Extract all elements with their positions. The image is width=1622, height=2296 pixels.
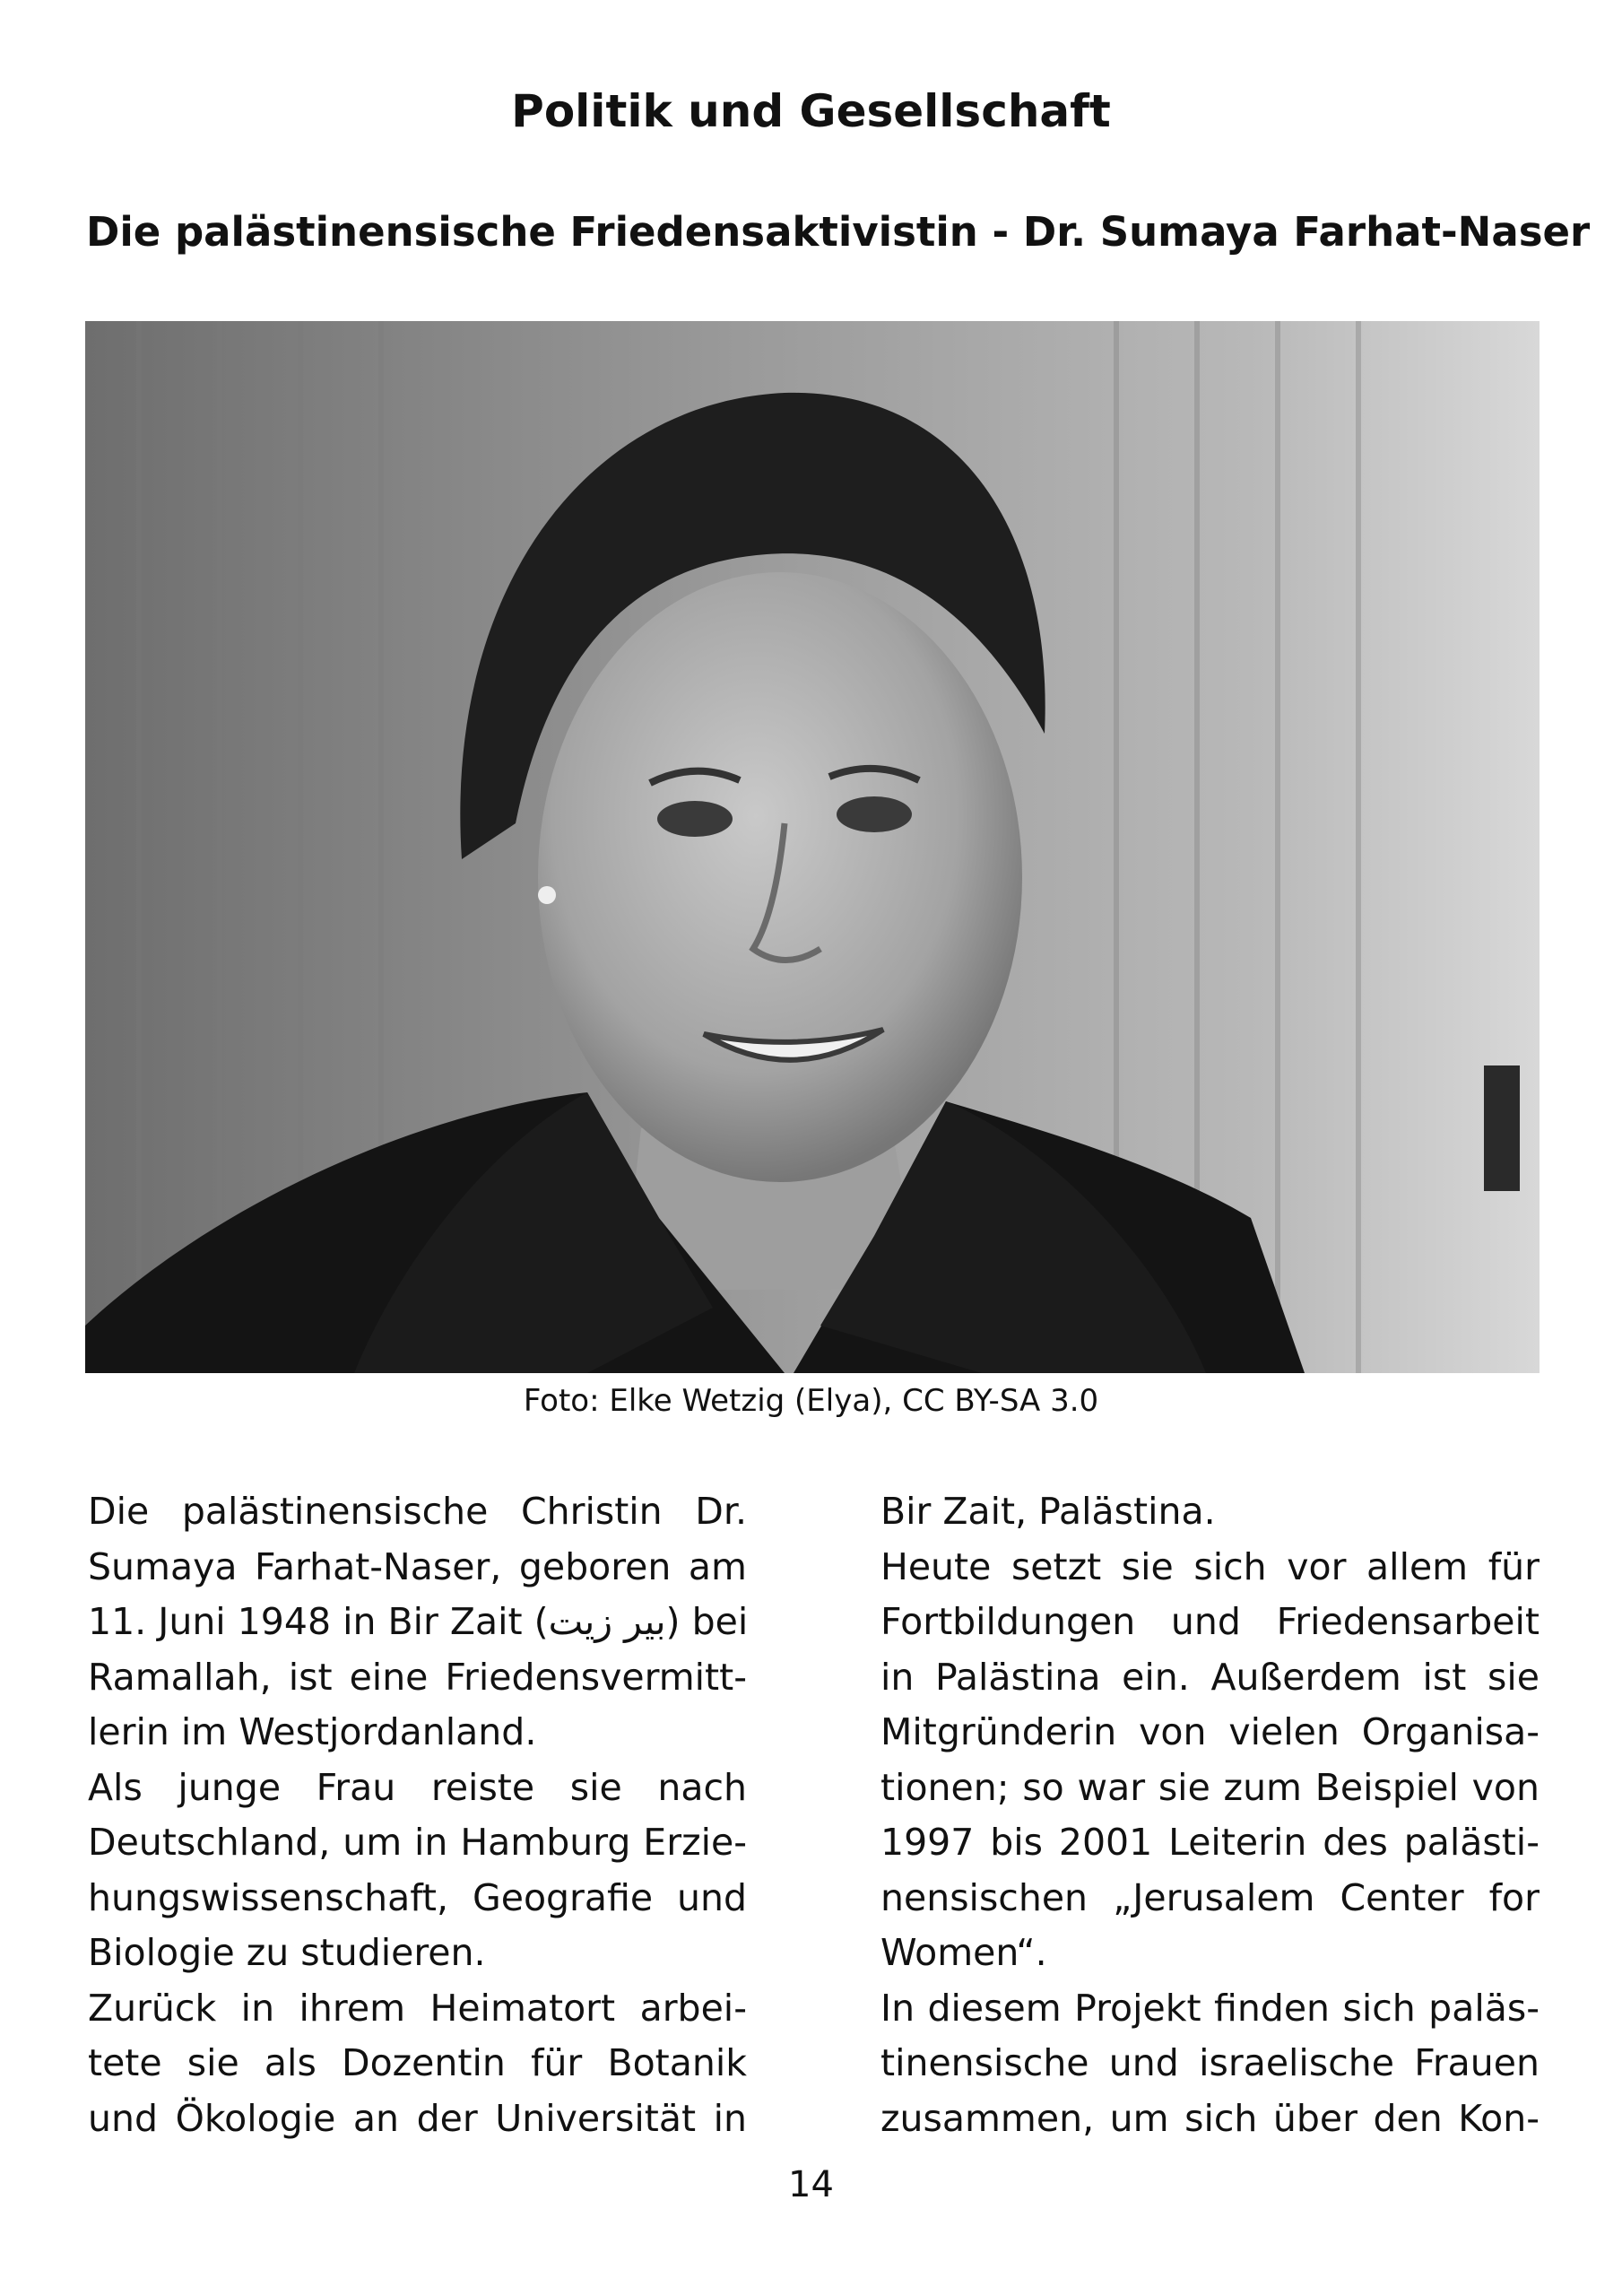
text-line: Die palästinensische Christin Dr. — [88, 1490, 747, 1533]
text-line: Women“. — [880, 1931, 1047, 1974]
section-title: Politik und Gesellschaft — [511, 85, 1111, 137]
text-line: in Palästina ein. Außerdem ist sie — [880, 1655, 1540, 1699]
text-line: Mitgründerin von vielen Organisa- — [880, 1710, 1540, 1753]
text-line: nensischen „Jerusalem Center for — [880, 1875, 1540, 1919]
text-line: hungswissenschaft, Geografie und — [88, 1875, 747, 1919]
portrait-photo — [85, 321, 1540, 1373]
article-body-left-column — [88, 1484, 747, 2146]
text-line: Ramallah, ist eine Friedensvermitt- — [88, 1655, 747, 1699]
text-line: 11. Juni 1948 in Bir Zait (بير زيت) bei — [88, 1600, 749, 1643]
photo-caption: Foto: Elke Wetzig (Elya), CC BY-SA 3.0 — [523, 1383, 1099, 1419]
text-line: tinensische und israelische Frauen — [880, 2041, 1540, 2084]
text-line: und Ökologie an der Universität in — [88, 2096, 747, 2140]
article-body-right-column — [880, 1484, 1540, 2146]
article-title: Die palästinensische Friedensaktivistin - Dr. Sumaya Farhat-Naser — [86, 208, 1591, 256]
text-line: lerin im Westjordanland. — [88, 1710, 537, 1753]
text-line: Sumaya Farhat-Naser, geboren am — [88, 1544, 747, 1588]
text-line: Als junge Frau reiste sie nach — [88, 1765, 747, 1809]
text-line: Heute setzt sie sich vor allem für — [880, 1544, 1540, 1588]
text-line: zusammen, um sich über den Kon- — [880, 2096, 1540, 2140]
text-line: tete sie als Dozentin für Botanik — [88, 2041, 747, 2084]
page-number: 14 — [788, 2164, 834, 2205]
text-line: In diesem Projekt finden sich paläs- — [880, 1986, 1540, 2030]
text-line: Bir Zait, Palästina. — [880, 1490, 1216, 1533]
text-line: tionen; so war sie zum Beispiel von — [880, 1765, 1540, 1809]
text-line: 1997 bis 2001 Leiterin des palästi- — [880, 1821, 1540, 1864]
text-line: Zurück in ihrem Heimatort arbei- — [88, 1986, 747, 2030]
text-line: Biologie zu studieren. — [88, 1931, 486, 1974]
text-line: Fortbildungen und Friedensarbeit — [880, 1600, 1540, 1643]
text-line: Deutschland, um in Hamburg Erzie- — [88, 1821, 747, 1864]
